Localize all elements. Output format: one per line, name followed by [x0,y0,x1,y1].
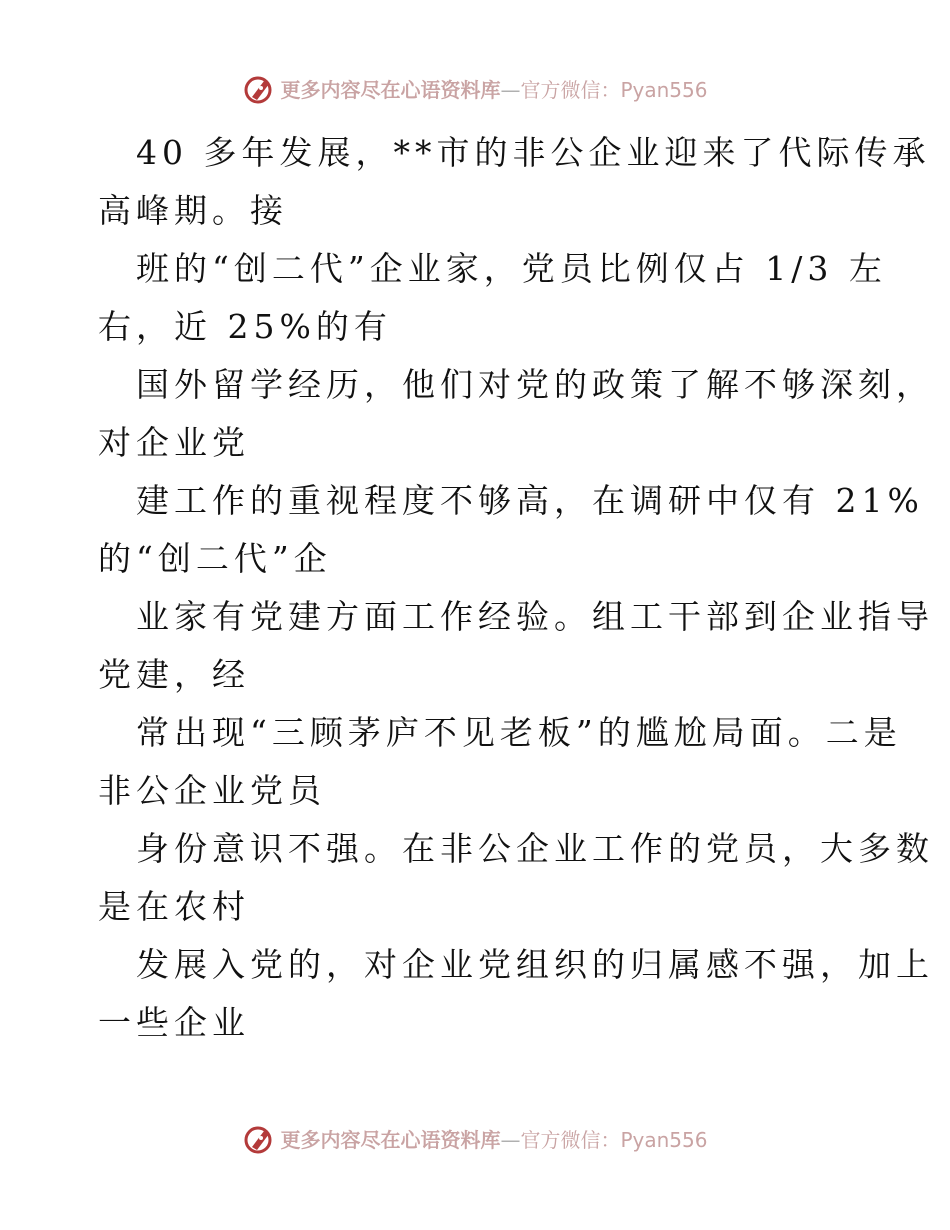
header-banner-contact: 官方微信：Pyan556 [520,78,708,102]
header-banner-dash: — [500,78,521,102]
body-line: 发展入党的，对企业党组织的归属感不强，加上 [136,945,934,984]
document-body [98,124,934,1052]
footer-banner [0,1120,950,1160]
footer-banner-contact: 官方微信：Pyan556 [520,1128,708,1152]
body-line: 业家有党建方面工作经验。组工干部到企业指导 [136,597,934,636]
header-banner-title: 更多内容尽在心语资料库 [280,78,501,102]
body-line: 国外留学经历，他们对党的政策了解不够深刻， [136,365,934,404]
body-line: 是在农村 [98,887,250,926]
footer-banner-title: 更多内容尽在心语资料库 [280,1128,501,1152]
pen-nib-logo-icon [242,73,276,107]
body-line: 高峰期。接 [98,191,288,230]
header-banner-text [280,70,707,110]
body-line: 建工作的重视程度不够高，在调研中仅有 21% [136,481,924,520]
pen-nib-logo-icon [242,1123,276,1157]
body-line: 的“创二代”企 [98,539,332,578]
body-line: 右，近 25%的有 [98,307,392,346]
footer-banner-text [280,1120,707,1160]
footer-banner-dash: — [500,1128,521,1152]
body-line: 班的“创二代”企业家，党员比例仅占 1/3 左 [136,249,887,288]
body-line: 一些企业 [98,1003,250,1042]
body-line: 非公企业党员 [98,771,326,810]
body-line: 党建，经 [98,655,250,694]
body-line: 对企业党 [98,423,250,462]
body-line: 40 多年发展，**市的非公企业迎来了代际传承 [136,133,931,172]
body-line: 身份意识不强。在非公企业工作的党员，大多数 [136,829,934,868]
header-banner [0,70,950,110]
body-line: 常出现“三顾茅庐不见老板”的尴尬局面。二是 [136,713,902,752]
